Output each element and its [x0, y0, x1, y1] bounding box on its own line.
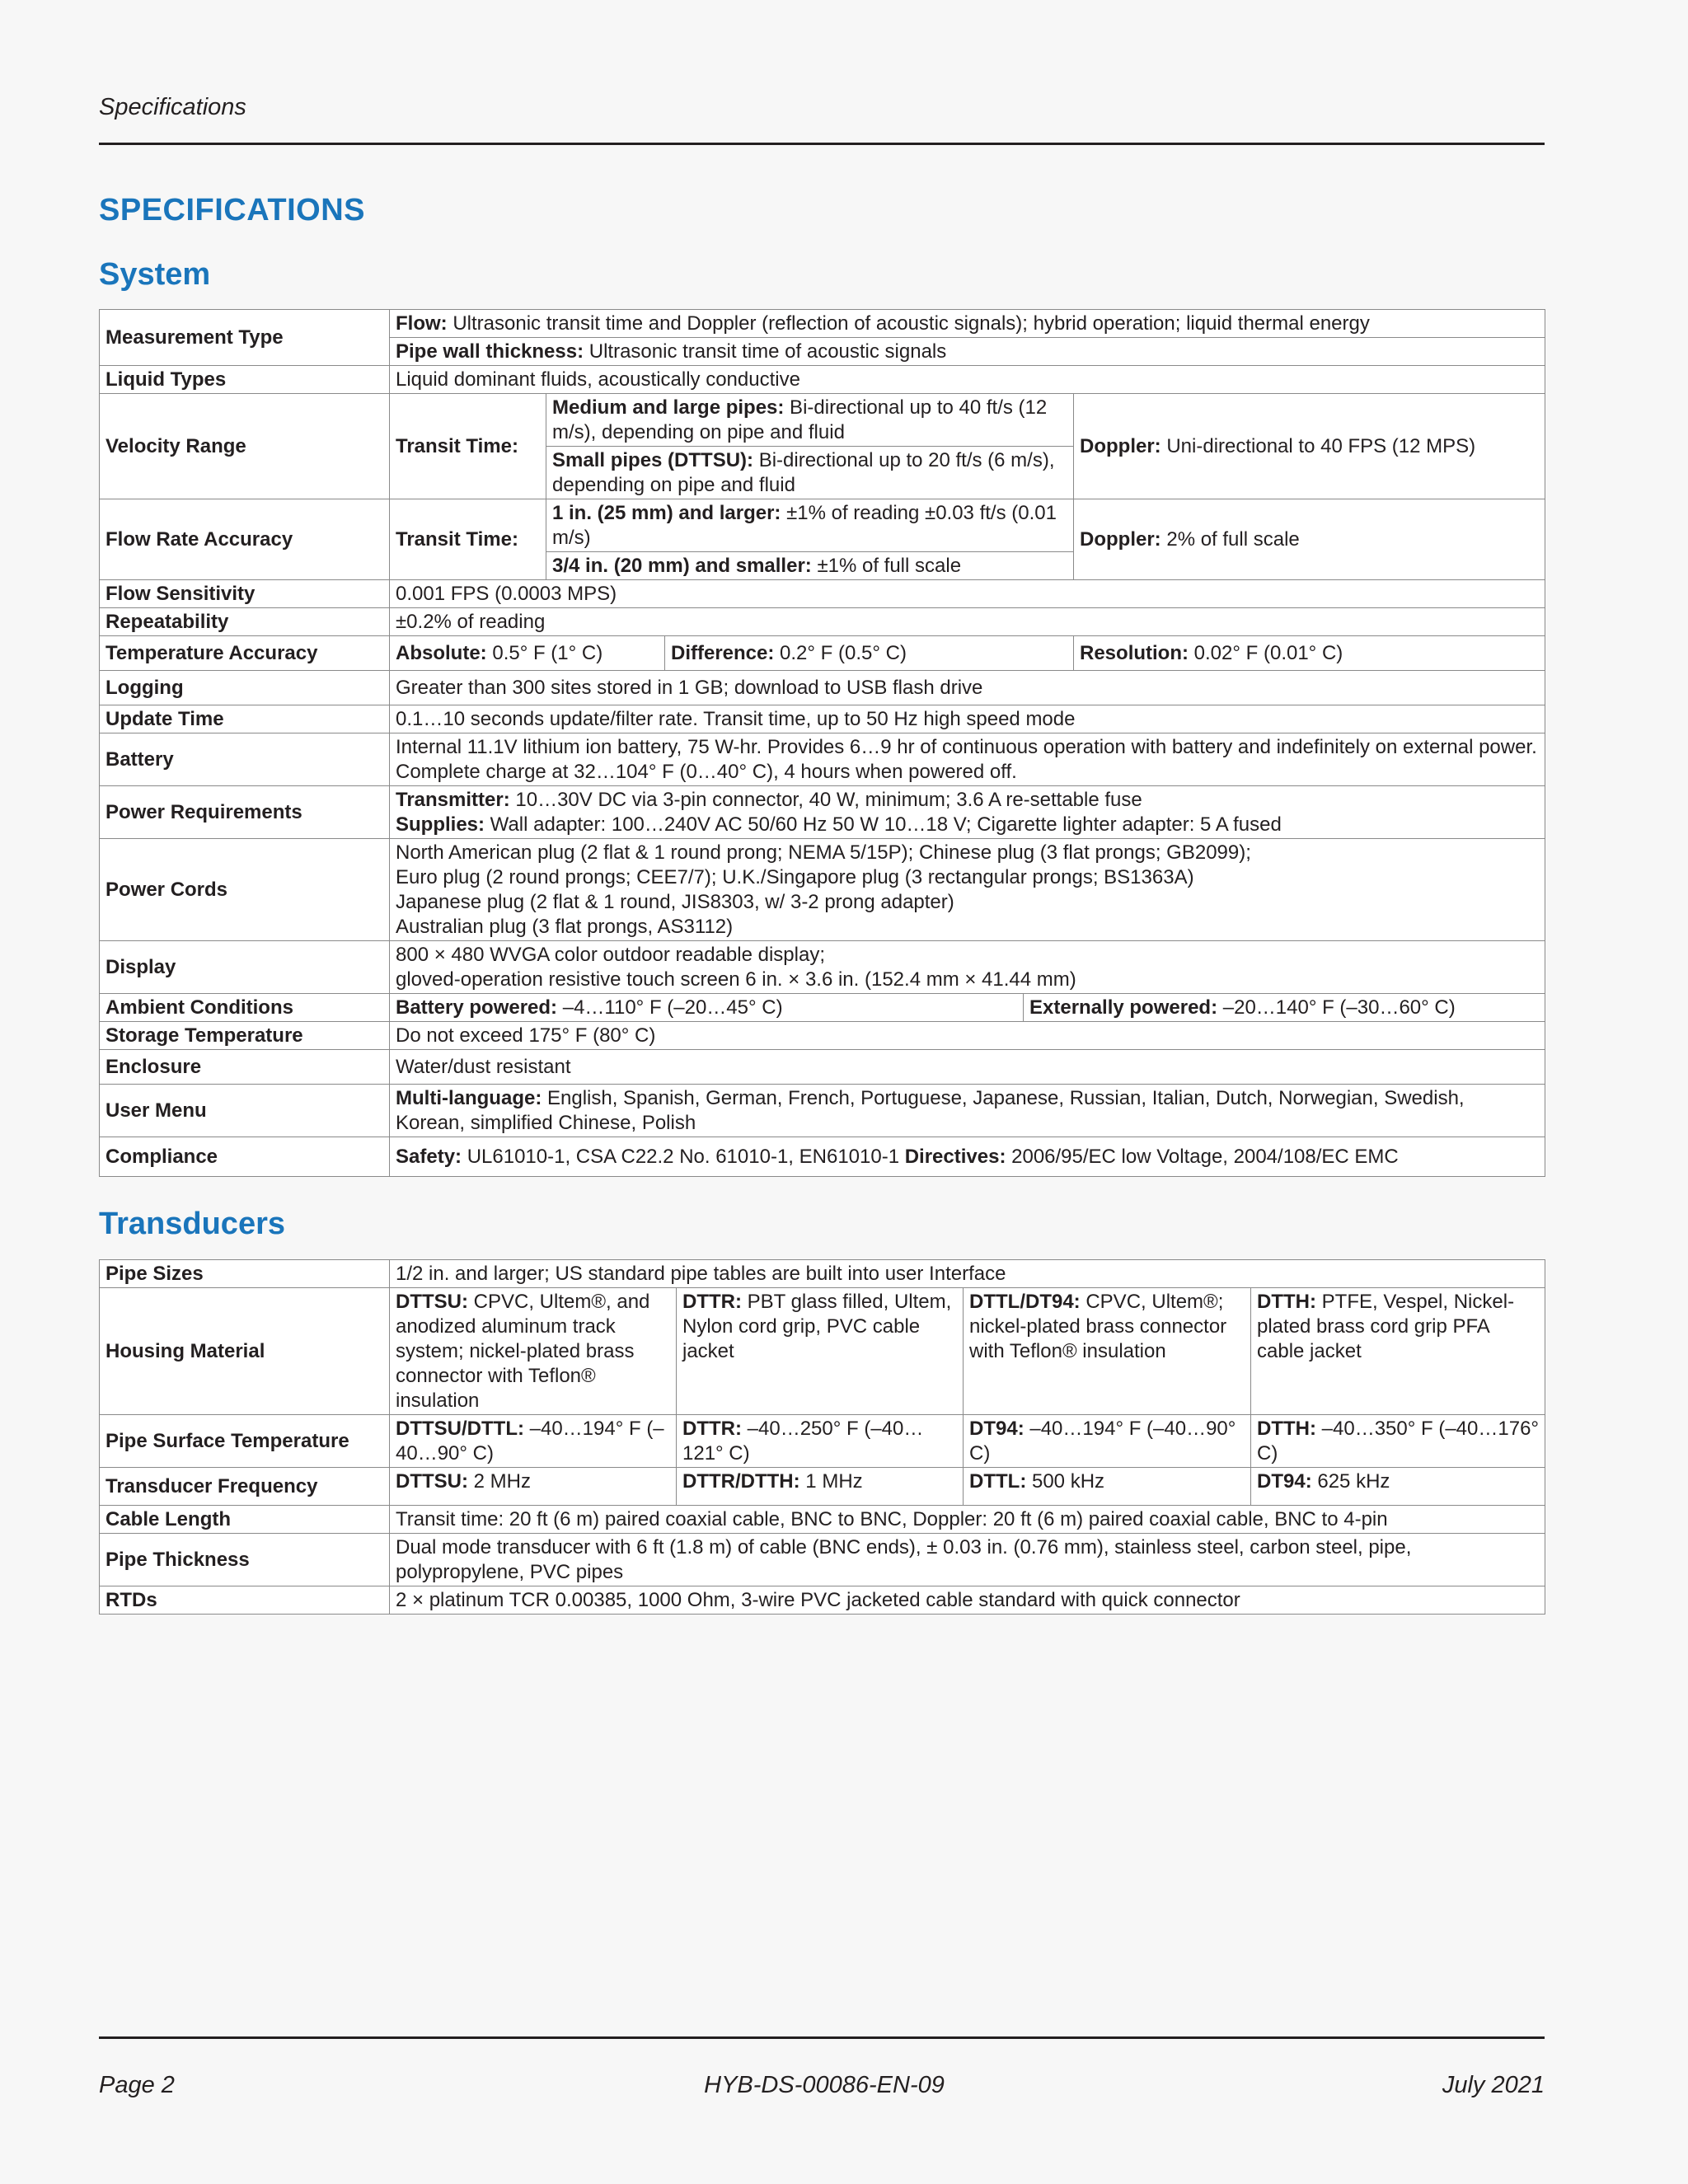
value-cell: DTTSU/DTTL: –40…194° F (–40…90° C)	[390, 1415, 677, 1468]
value-cell: Safety: UL61010-1, CSA C22.2 No. 61010-1, EN61010-1 Directives: 2006/95/EC low Voltage, 2004/108/EC EMC	[390, 1137, 1545, 1177]
page-number: Page 2	[99, 2072, 175, 2098]
value-cell: 1 in. (25 mm) and larger: ±1% of reading ±0.03 ft/s (0.01 m/s)	[546, 499, 1074, 552]
row-label: Compliance	[100, 1137, 390, 1177]
value-cell: Battery powered: –4…110° F (–20…45° C)	[390, 994, 1024, 1022]
value-cell: DTTSU: CPVC, Ultem®, and anodized aluminum track system; nickel-plated brass connector with Teflon® insulation	[390, 1288, 677, 1415]
row-label: Housing Material	[100, 1288, 390, 1415]
value-cell: Difference: 0.2° F (0.5° C)	[665, 636, 1074, 671]
row-label: RTDs	[100, 1586, 390, 1615]
system-spec-table	[99, 309, 1545, 1177]
row-label: Logging	[100, 671, 390, 705]
row-liquid-types	[100, 366, 1545, 394]
value-cell: Transit time: 20 ft (6 m) paired coaxial cable, BNC to BNC, Doppler: 20 ft (6 m) paired coaxial cable, BNC to 4-pin	[390, 1506, 1545, 1534]
row-label: Pipe Thickness	[100, 1534, 390, 1586]
row-label: Display	[100, 941, 390, 994]
value-cell: Flow: Ultrasonic transit time and Doppler (reflection of acoustic signals); hybrid operation; liquid thermal energy	[390, 310, 1545, 338]
row-compliance	[100, 1137, 1545, 1177]
value-cell: DTTR/DTTH: 1 MHz	[677, 1468, 964, 1506]
row-measurement-type	[100, 310, 1545, 338]
row-label: Power Cords	[100, 839, 390, 941]
transducers-spec-table	[99, 1259, 1545, 1615]
row-rtds	[100, 1586, 1545, 1615]
value-cell: 2 × platinum TCR 0.00385, 1000 Ohm, 3-wire PVC jacketed cable standard with quick connector	[390, 1586, 1545, 1615]
value-cell: North American plug (2 flat & 1 round prong; NEMA 5/15P); Chinese plug (3 flat prongs; GB2099); Euro plug (2 round prongs; CEE7/7); U.K./Singapore plug (3 rectangular prongs; BS1363A) Japanese plug (2 flat & 1 round, JIS8303, w/ 3-2 prong adapter) Australian plug (3 flat prongs, AS3112)	[390, 839, 1545, 941]
row-label: Ambient Conditions	[100, 994, 390, 1022]
row-cable-length	[100, 1506, 1545, 1534]
row-label: Liquid Types	[100, 366, 390, 394]
row-update-time	[100, 705, 1545, 733]
row-pipe-surface-temperature	[100, 1415, 1545, 1468]
row-display	[100, 941, 1545, 994]
row-repeatability	[100, 608, 1545, 636]
row-label: Update Time	[100, 705, 390, 733]
page-title: SPECIFICATIONS	[99, 193, 365, 227]
document-id: HYB-DS-00086-EN-09	[704, 2072, 945, 2098]
value-cell: Externally powered: –20…140° F (–30…60° C)	[1024, 994, 1545, 1022]
row-label: Storage Temperature	[100, 1022, 390, 1050]
value-cell: 800 × 480 WVGA color outdoor readable display; gloved-operation resistive touch screen 6 in. × 3.6 in. (152.4 mm × 41.44 mm)	[390, 941, 1545, 994]
publication-date: July 2021	[1442, 2072, 1545, 2098]
row-label: Flow Sensitivity	[100, 580, 390, 608]
row-label: Flow Rate Accuracy	[100, 499, 390, 580]
row-label: Transducer Frequency	[100, 1468, 390, 1506]
row-housing-material	[100, 1288, 1545, 1415]
value-cell: DTTH: PTFE, Vespel, Nickel-plated brass cord grip PFA cable jacket	[1251, 1288, 1545, 1415]
row-logging	[100, 671, 1545, 705]
row-label: Battery	[100, 733, 390, 786]
value-cell: Resolution: 0.02° F (0.01° C)	[1074, 636, 1545, 671]
transducers-heading: Transducers	[99, 1207, 285, 1241]
row-label: Cable Length	[100, 1506, 390, 1534]
row-label: Repeatability	[100, 608, 390, 636]
value-cell: Multi-language: English, Spanish, German, French, Portuguese, Japanese, Russian, Italian, Dutch, Norwegian, Swedish, Korean, simplified Chinese, Polish	[390, 1085, 1545, 1137]
row-user-menu	[100, 1085, 1545, 1137]
row-label: Velocity Range	[100, 394, 390, 499]
value-cell: DTTR: PBT glass filled, Ultem, Nylon cord grip, PVC cable jacket	[677, 1288, 964, 1415]
value-cell: DT94: –40…194° F (–40…90° C)	[964, 1415, 1251, 1468]
row-label: Pipe Sizes	[100, 1260, 390, 1288]
value-cell: Internal 11.1V lithium ion battery, 75 W-hr. Provides 6…9 hr of continuous operation with battery and indefinitely on external power. Complete charge at 32…104° F (0…40° C), 4 hours when powered off.	[390, 733, 1545, 786]
row-ambient-conditions	[100, 994, 1545, 1022]
sub-label: Transit Time:	[390, 394, 546, 499]
value-cell: DTTR: –40…250° F (–40…121° C)	[677, 1415, 964, 1468]
value-cell: Liquid dominant fluids, acoustically conductive	[390, 366, 1545, 394]
value-cell: Do not exceed 175° F (80° C)	[390, 1022, 1545, 1050]
system-heading: System	[99, 257, 211, 292]
running-header: Specifications	[99, 94, 246, 120]
row-battery	[100, 733, 1545, 786]
value-cell: DTTSU: 2 MHz	[390, 1468, 677, 1506]
row-label: Pipe Surface Temperature	[100, 1415, 390, 1468]
value-cell: Medium and large pipes: Bi-directional up to 40 ft/s (12 m/s), depending on pipe and fluid	[546, 394, 1074, 447]
row-flow-rate-accuracy	[100, 499, 1545, 552]
value-cell: Small pipes (DTTSU): Bi-directional up to 20 ft/s (6 m/s), depending on pipe and fluid	[546, 447, 1074, 499]
row-power-cords	[100, 839, 1545, 941]
value-cell: DTTL/DT94: CPVC, Ultem®; nickel-plated brass connector with Teflon® insulation	[964, 1288, 1251, 1415]
row-enclosure	[100, 1050, 1545, 1085]
value-cell: Transmitter: 10…30V DC via 3-pin connector, 40 W, minimum; 3.6 A re-settable fuse Supplies: Wall adapter: 100…240V AC 50/60 Hz 50 W 10…18 V; Cigarette lighter adapter: 5 A fused	[390, 786, 1545, 839]
row-power-requirements	[100, 786, 1545, 839]
row-flow-sensitivity	[100, 580, 1545, 608]
sub-label: Transit Time:	[390, 499, 546, 580]
row-label: Power Requirements	[100, 786, 390, 839]
header-rule	[99, 143, 1545, 145]
footer-rule	[99, 2036, 1545, 2039]
value-cell: Water/dust resistant	[390, 1050, 1545, 1085]
value-cell: Doppler: 2% of full scale	[1074, 499, 1545, 580]
row-label: Temperature Accuracy	[100, 636, 390, 671]
row-storage-temperature	[100, 1022, 1545, 1050]
value-cell: 1/2 in. and larger; US standard pipe tables are built into user Interface	[390, 1260, 1545, 1288]
value-cell: DTTL: 500 kHz	[964, 1468, 1251, 1506]
row-velocity-range	[100, 394, 1545, 447]
row-label: User Menu	[100, 1085, 390, 1137]
value-cell: DTTH: –40…350° F (–40…176° C)	[1251, 1415, 1545, 1468]
value-cell: Greater than 300 sites stored in 1 GB; download to USB flash drive	[390, 671, 1545, 705]
row-label: Enclosure	[100, 1050, 390, 1085]
value-cell: Absolute: 0.5° F (1° C)	[390, 636, 665, 671]
row-pipe-sizes	[100, 1260, 1545, 1288]
value-cell: Pipe wall thickness: Ultrasonic transit time of acoustic signals	[390, 338, 1545, 366]
value-cell: Dual mode transducer with 6 ft (1.8 m) of cable (BNC ends), ± 0.03 in. (0.76 mm), stainless steel, carbon steel, pipe, polypropylene, PVC pipes	[390, 1534, 1545, 1586]
row-temperature-accuracy	[100, 636, 1545, 671]
row-transducer-frequency	[100, 1468, 1545, 1506]
value-cell: ±0.2% of reading	[390, 608, 1545, 636]
value-cell: 0.001 FPS (0.0003 MPS)	[390, 580, 1545, 608]
value-cell: 0.1…10 seconds update/filter rate. Transit time, up to 50 Hz high speed mode	[390, 705, 1545, 733]
value-cell: DT94: 625 kHz	[1251, 1468, 1545, 1506]
value-cell: Doppler: Uni-directional to 40 FPS (12 MPS)	[1074, 394, 1545, 499]
row-label: Measurement Type	[100, 310, 390, 366]
row-pipe-thickness	[100, 1534, 1545, 1586]
value-cell: 3/4 in. (20 mm) and smaller: ±1% of full scale	[546, 552, 1074, 580]
